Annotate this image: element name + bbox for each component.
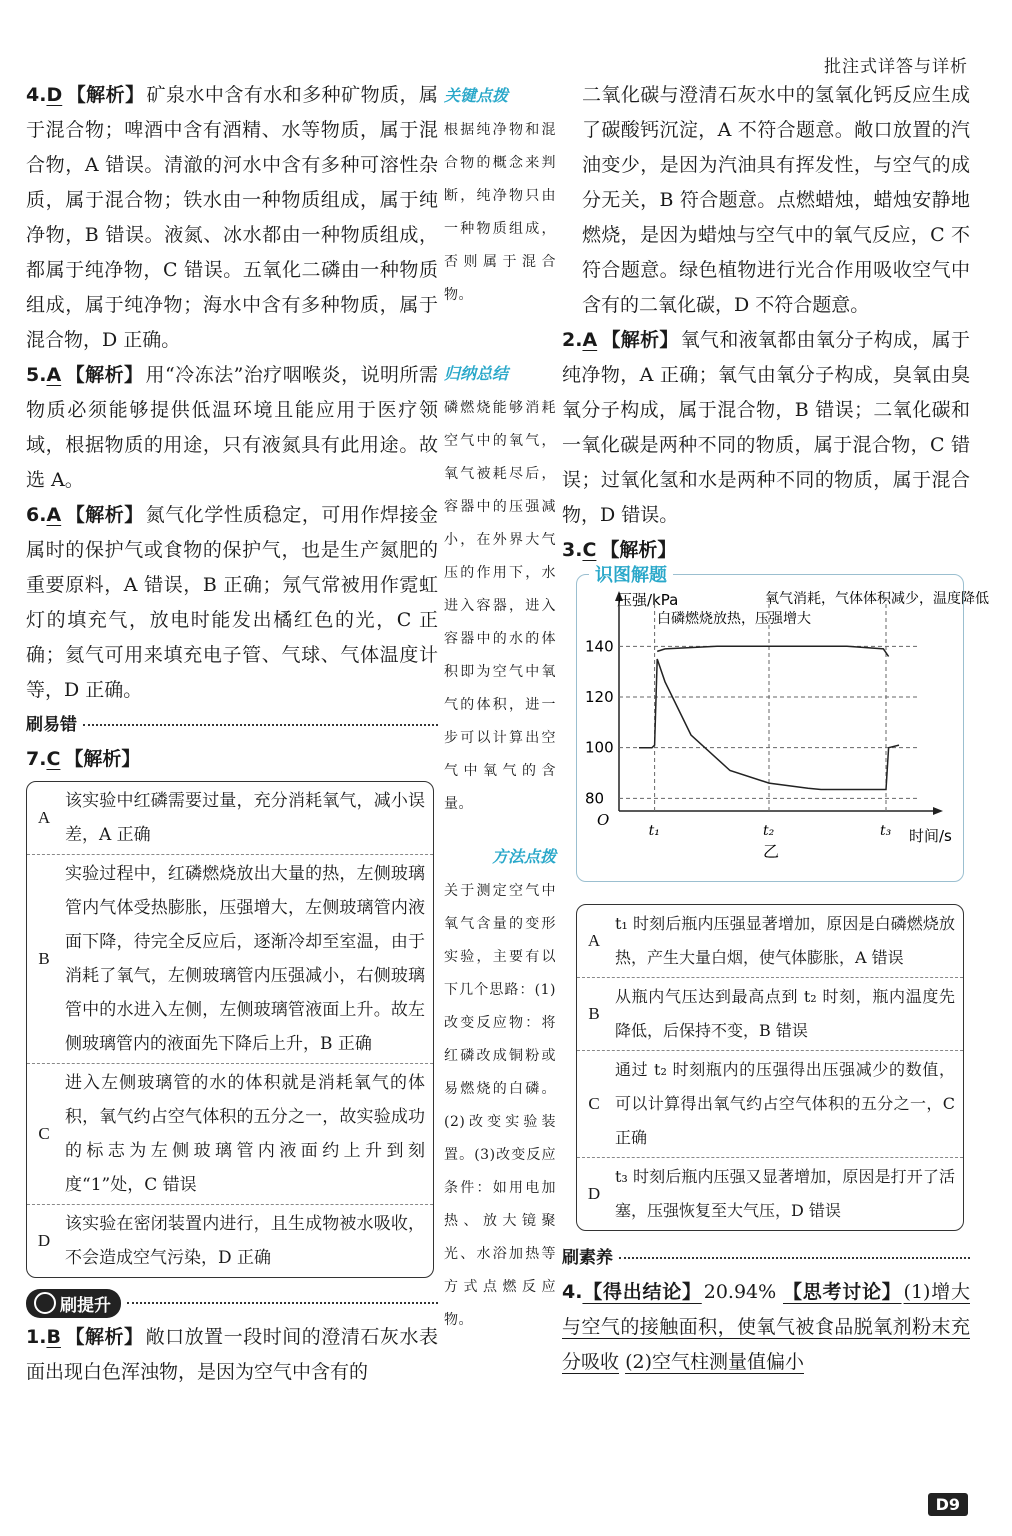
x-tick-label: t₂ bbox=[763, 823, 775, 839]
series-line-2 bbox=[657, 646, 888, 656]
dotted-divider bbox=[83, 724, 438, 726]
answer-2 bbox=[562, 323, 970, 533]
section-badge bbox=[26, 1289, 121, 1318]
chart-caption: 乙 bbox=[763, 842, 780, 861]
option-letter: D bbox=[587, 1184, 601, 1203]
table-row bbox=[577, 1158, 963, 1230]
note-title-key-point: 关键点拨 bbox=[444, 86, 509, 105]
answer-key: C bbox=[46, 748, 61, 770]
option-letter: A bbox=[587, 931, 601, 950]
table-row bbox=[27, 1205, 433, 1277]
answer-1-continued: 二氧化碳与澄清石灰水中的氢氧化钙反应生成了碳酸钙沉淀，A 不符合题意。敞口放置的汽油变少，是因为汽油具有挥发性，与空气的成分无关，B 符合题意。点燃蜡烛，蜡烛安静地燃烧，是因为蜡烛与空气中的氧气反应，C 不符合题意。绿色植物进行光合作用吸收空气中含有的二氧化碳，D 不符合题意。 bbox=[582, 84, 970, 316]
section-title: 刷素养 bbox=[562, 1248, 613, 1268]
table-row bbox=[577, 1051, 963, 1158]
section-title: 刷提升 bbox=[60, 1295, 111, 1316]
option-explanation: t₃ 时刻后瓶内压强又显著增加，原因是打开了活塞，压强恢复至大气压，D 错误 bbox=[615, 1167, 955, 1220]
y-tick-label: 120 bbox=[585, 688, 614, 706]
option-letter: D bbox=[37, 1231, 51, 1250]
analysis-tag: 【解析】 bbox=[65, 364, 144, 386]
dotted-divider bbox=[127, 1302, 438, 1304]
section-title: 刷易错 bbox=[26, 715, 77, 735]
option-letter: C bbox=[38, 1124, 50, 1143]
x-tick-label: t₁ bbox=[648, 823, 660, 839]
table-row bbox=[27, 782, 433, 855]
page-number: D9 bbox=[928, 1493, 968, 1516]
option-explanation: t₁ 时刻后瓶内压强显著增加，原因是白磷燃烧放热，产生大量白烟，使气体膨胀，A 错误 bbox=[615, 914, 955, 967]
x-axis-label: 时间/s bbox=[909, 827, 952, 845]
option-explanation: 通过 t₂ 时刻瓶内的压强得出压强减少的数值，可以计算得出氧气约占空气体积的五分之一，C 正确 bbox=[615, 1060, 955, 1147]
answer-6 bbox=[26, 498, 438, 708]
option-explanation: 该实验在密闭装置内进行，且生成物被水吸收，不会造成空气污染，D 正确 bbox=[65, 1214, 425, 1268]
question-number: 5. bbox=[26, 364, 47, 386]
table-row bbox=[27, 1064, 433, 1205]
question-number: 1. bbox=[26, 1326, 47, 1348]
right-column bbox=[562, 78, 989, 1380]
analysis-tag: 【解析】 bbox=[601, 329, 679, 351]
discussion-tag: 【思考讨论】 bbox=[783, 1281, 902, 1303]
conclusion-value: 20.94% bbox=[703, 1281, 777, 1303]
x-tick-label: t₃ bbox=[880, 823, 892, 839]
analysis-text: 氧气和液氧都由氧分子构成，属于纯净物，A 正确；氧气由氧分子构成，臭氧由臭氧分子构成，属于混合物，B 错误；二氧化碳和一氧化碳是两种不同的物质，属于混合物，C 错误；过氧化氢和水是两种不同的物质，属于混合物，D 错误。 bbox=[562, 329, 970, 526]
note-title-summary: 归纳总结 bbox=[444, 364, 509, 383]
answer-key: D bbox=[46, 84, 63, 106]
question-number: 6. bbox=[26, 504, 47, 526]
note-text-method: 关于测定空气中氧气含量的变形实验，主要有以下几个思路：(1)改变反应物：将红磷改成铜粉或易燃烧的白磷。(2)改变实验装置。(3)改变反应条件：如用电加热、放大镜聚光、水浴加热等方式点燃反应物。 bbox=[444, 883, 556, 1328]
x-axis-arrow bbox=[933, 807, 943, 815]
analysis-text: 矿泉水中含有水和多种矿物质，属于混合物；啤酒中含有酒精、水等物质，属于混合物，A 错误。清澈的河水中含有多种可溶性杂质，属于混合物；铁水由一种物质组成，属于纯净物，B 错误。液氮、冰水都由一种物质组成，都属于纯净物，C 错误。五氧化二磷由一种物质组成，属于纯净物；海水中含有多种物质，属于混合物，D 正确。 bbox=[26, 84, 438, 351]
table-row bbox=[577, 978, 963, 1051]
origin-label: O bbox=[597, 811, 610, 829]
q3-option-table bbox=[576, 904, 964, 1231]
answer-key: C bbox=[582, 539, 597, 561]
answer-4-quality bbox=[562, 1275, 970, 1380]
analysis-tag: 【解析】 bbox=[65, 504, 144, 526]
answer-key: A bbox=[582, 329, 598, 351]
note-text-key-point: 根据纯净物和混合物的概念来判断，纯净物只由一种物质组成，否则属于混合物。 bbox=[444, 122, 556, 303]
side-notes bbox=[444, 78, 556, 1337]
option-explanation: 进入左侧玻璃管的水的体积就是消耗氧气的体积，氧气约占空气体积的五分之一，故实验成功的标志为左侧玻璃管内液面约上升到刻度“1”处，C 错误 bbox=[65, 1073, 425, 1195]
table-row bbox=[27, 855, 433, 1064]
option-letter: C bbox=[588, 1094, 600, 1113]
y-tick-label: 80 bbox=[585, 789, 605, 808]
analysis-tag: 【解析】 bbox=[64, 748, 141, 770]
y-tick-label: 140 bbox=[585, 637, 614, 656]
option-letter: A bbox=[37, 808, 51, 827]
pressure-chart-box bbox=[576, 565, 989, 882]
note-text-summary: 磷燃烧能够消耗空气中的氧气，氧气被耗尽后，容器中的压强减小，在外界大气压的作用下，水进入容器，进入容器中的水的体积即为空气中氧气的体积，进一步可以计算出空气中氧气的含量。 bbox=[444, 400, 556, 812]
analysis-text: 氮气化学性质稳定，可用作焊接金属时的保护气或食物的保护气，也是生产氮肥的重要原料，A 错误，B 正确；氖气常被用作霓虹灯的填充气，放电时能发出橘红色的光，C 正确；氦气可用来填充电子管、气球、气体温度计等，D 正确。 bbox=[26, 504, 438, 701]
answer-5 bbox=[26, 358, 438, 498]
section-easy-mistake bbox=[26, 708, 438, 742]
annotation-left: 白磷燃烧放热，压强增大 bbox=[657, 611, 811, 627]
y-tick-label: 100 bbox=[585, 738, 614, 757]
badge-circle-icon bbox=[34, 1292, 56, 1314]
analysis-text: 敞口放置一段时间的澄清石灰水表面出现白色浑浊物，是因为空气中含有的 bbox=[26, 1326, 438, 1383]
analysis-text: 用“冷冻法”治疗咽喉炎，说明所需物质必须能够提供低温环境且能应用于医疗领域，根据物质的用途，只有液氮具有此用途。故选 A。 bbox=[26, 364, 438, 491]
annotation-right: 氧气消耗，气体体积减少，温度降低 bbox=[765, 591, 989, 607]
section-lift bbox=[26, 1286, 438, 1320]
question-number: 4. bbox=[26, 84, 47, 106]
option-explanation: 从瓶内气压达到最高点到 t₂ 时刻，瓶内温度先降低，后保持不变，B 错误 bbox=[615, 987, 955, 1040]
dotted-divider bbox=[619, 1257, 970, 1259]
answer-key: A bbox=[46, 364, 62, 386]
analysis-tag: 【解析】 bbox=[66, 84, 145, 106]
answer-4 bbox=[26, 78, 438, 358]
question-number: 4. bbox=[562, 1281, 583, 1303]
chart-box-label: 识图解题 bbox=[589, 561, 673, 587]
conclusion-tag: 【得出结论】 bbox=[582, 1281, 702, 1303]
question-number: 7. bbox=[26, 748, 47, 770]
discussion-text-2: (2)空气柱测量值偏小 bbox=[625, 1351, 804, 1373]
option-explanation: 实验过程中，红磷燃烧放出大量的热，左侧玻璃管内气体受热膨胀，压强增大，左侧玻璃管内液面下降，待完全反应后，逐渐冷却至室温，由于消耗了氧气，左侧玻璃管内压强减小，右侧玻璃管中的水进入左侧，左侧玻璃管液面上升。故左侧玻璃管内的液面先下降后上升，B 正确 bbox=[65, 864, 425, 1054]
analysis-tag: 【解析】 bbox=[600, 539, 677, 561]
question-number: 2. bbox=[562, 329, 583, 351]
answer-key: B bbox=[46, 1326, 61, 1348]
page-header: 批注式详答与详析 bbox=[824, 57, 968, 77]
table-row bbox=[577, 905, 963, 978]
pressure-time-chart bbox=[577, 575, 989, 875]
left-column bbox=[26, 78, 438, 1390]
analysis-tag: 【解析】 bbox=[64, 1326, 144, 1348]
option-letter: B bbox=[588, 1004, 600, 1023]
option-explanation: 该实验中红磷需要过量，充分消耗氧气，减小误差，A 正确 bbox=[65, 791, 425, 845]
question-number: 3. bbox=[562, 539, 583, 561]
option-letter: B bbox=[38, 949, 50, 968]
answer-1 bbox=[26, 1320, 438, 1390]
answer-key: A bbox=[46, 504, 62, 526]
section-quality bbox=[562, 1241, 970, 1275]
y-axis-label: 压强/kPa bbox=[617, 591, 679, 609]
q7-option-table bbox=[26, 781, 434, 1278]
answer-7 bbox=[26, 742, 438, 777]
note-title-method: 方法点拨 bbox=[491, 847, 556, 866]
discussion-text-1: (1)增大与空气的接触面积，使氧气被食品脱氧剂粉末充分吸收 bbox=[562, 1281, 970, 1373]
